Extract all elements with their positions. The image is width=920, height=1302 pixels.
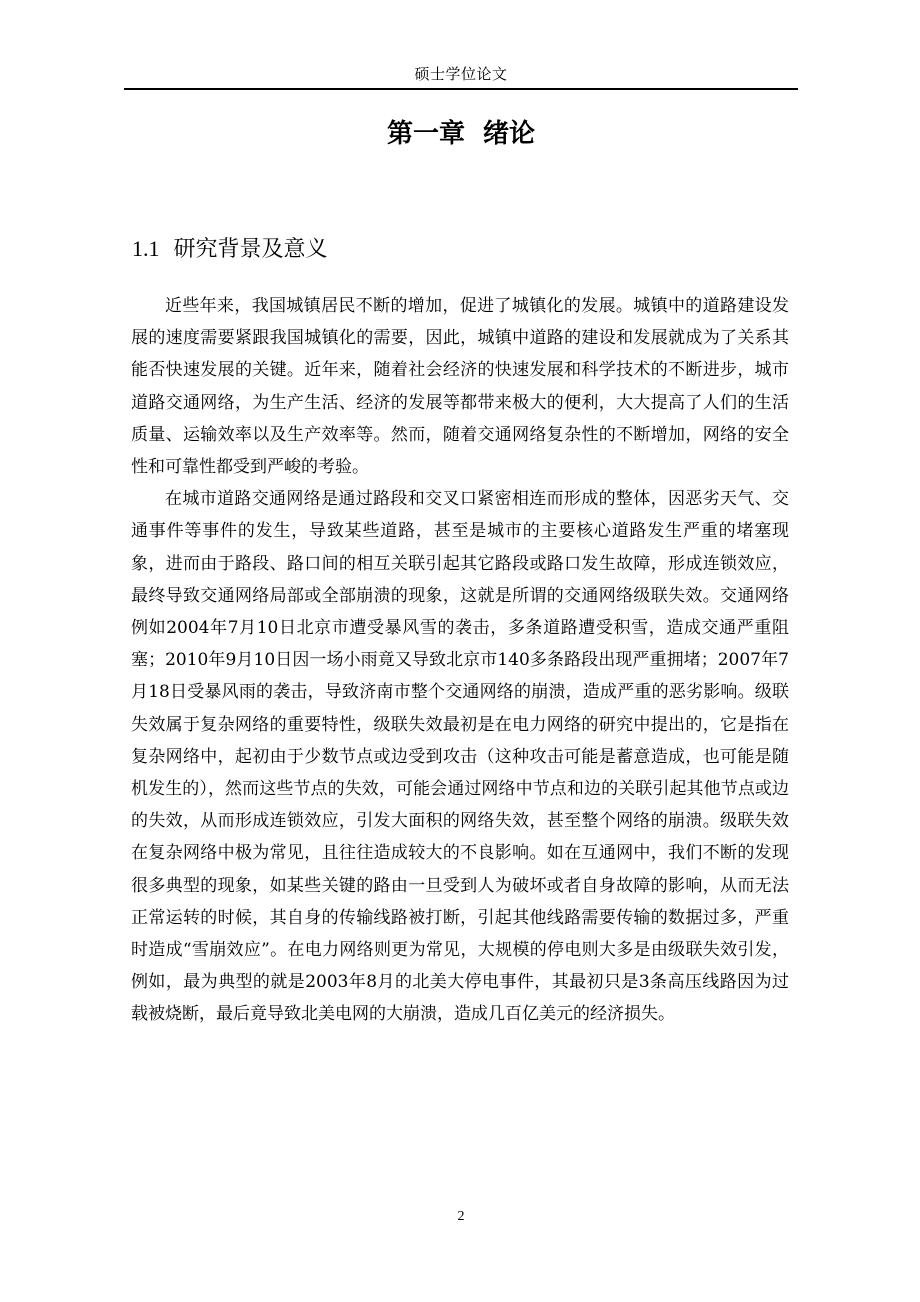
page-number: 2 bbox=[457, 1209, 465, 1224]
paragraph-2: 在城市道路交通网络是通过路段和交叉口紧密相连而形成的整体，因恶劣天气、交通事件等事件的发生，导致某些道路，甚至是城市的主要核心道路发生严重的堵塞现象，进而由于路段、路口间的相互关联引起其它路段或路口发生故障，形成连锁效应，最终导致交通网络局部或全部崩溃的现象，这就是所谓的交通网络级联失效。交通网络例如2004年7月10日北京市遭受暴风雪的袭击，多条道路遭受积雪，造成交通严重阻塞；2010年9月10日因一场小雨竟又导致北京市140多条路段出现严重拥堵；2007年7月18日受暴风雨的袭击，导致济南市整个交通网络的崩溃，造成严重的恶劣影响。级联失效属于复杂网络的重要特性，级联失效最初是在电力网络的研究中提出的，它是指在复杂网络中，起初由于少数节点或边受到攻击（这种攻击可能是蓄意造成，也可能是随机发生的），然而这些节点的失效，可能会通过网络中节点和边的关联引起其他节点或边的失效，从而形成连锁效应，引发大面积的网络失效，甚至整个网络的崩溃。级联失效在复杂网络中极为常见，且往往造成较大的不良影响。如在互通网中，我们不断的发现很多典型的现象，如某些关键的路由一旦受到人为破坏或者自身故障的影响，从而无法正常运转的时候，其自身的传输线路被打断，引起其他线路需要传输的数据过多，严重时造成“雪崩效应”。在电力网络则更为常见，大规模的停电则大多是由级联失效引发，例如，最为典型的就是2003年8月的北美大停电事件，其最初只是3条高压线路因为过载被烧断，最后竟导致北美电网的大崩溃，造成几百亿美元的经济损失。 bbox=[131, 489, 789, 1025]
chapter-title: 第一章 绪论 bbox=[386, 119, 536, 149]
section-title: 研究背景及意义 bbox=[173, 237, 328, 262]
header-rule bbox=[124, 88, 798, 90]
body-text bbox=[131, 262, 789, 1031]
section-number: 1.1 bbox=[132, 236, 160, 261]
paragraph-1: 近些年来，我国城镇居民不断的增加，促进了城镇化的发展。城镇中的道路建设发展的速度需要紧跟我国城镇化的需要，因此，城镇中道路的建设和发展就成为了关系其能否快速发展的关键。近年来，随着社会经济的快速发展和科学技术的不断进步，城市道路交通网络，为生产生活、经济的发展等都带来极大的便利，大大提高了人们的生活质量、运输效率以及生产效率等。然而，随着交通网络复杂性的不断增加，网络的安全性和可靠性都受到严峻的考验。 bbox=[131, 296, 789, 478]
running-header: 硕士学位论文 bbox=[414, 65, 508, 83]
